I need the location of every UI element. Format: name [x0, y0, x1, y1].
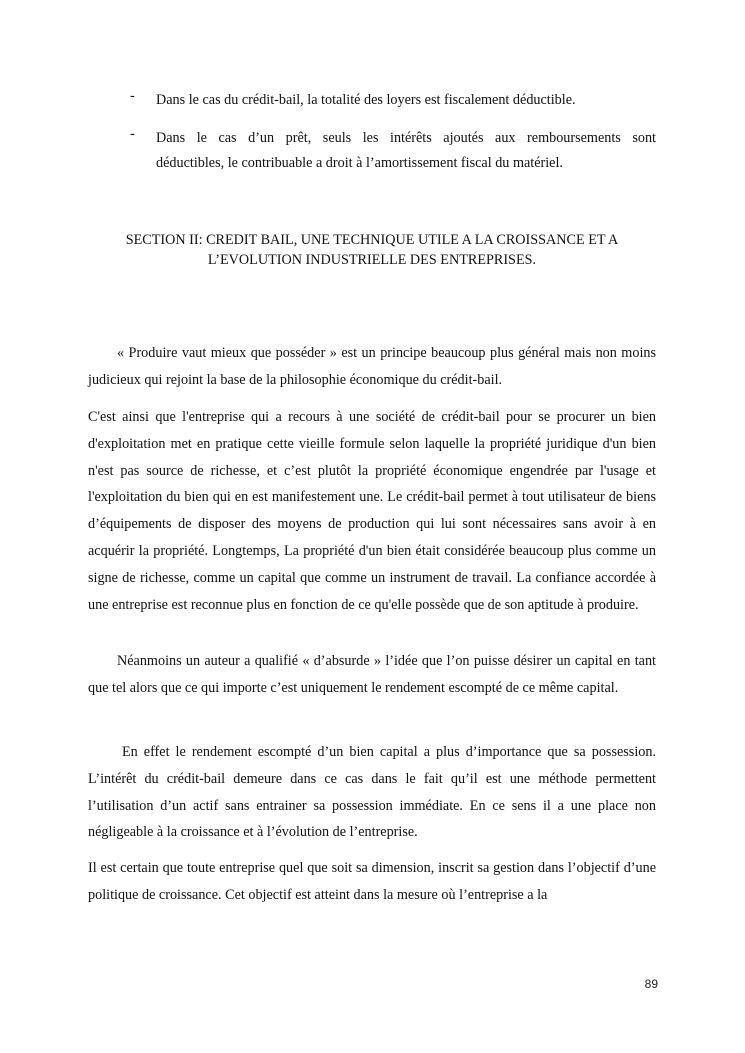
bullet-marker: -: [130, 126, 135, 142]
section-heading-line-2: L’EVOLUTION INDUSTRIELLE DES ENTREPRISES.: [207, 252, 537, 268]
section-heading: [88, 230, 656, 270]
paragraph-5: Il est certain que toute entreprise quel que soit sa dimension, inscrit sa gestion dans l’objectif d’une politique de croissance. Cet objectif est atteint dans la mesure où l’entreprise a la: [88, 860, 656, 903]
bullet-text: [156, 126, 656, 176]
bullet-text-line-1: Dans le cas d’un prêt, seuls les intérêts ajoutés aux remboursements sont: [156, 130, 656, 146]
paragraph-4: En effet le rendement escompté d’un bien capital a plus d’importance que sa possession. L’intérêt du crédit-bail demeure dans ce cas dans le fait qu’il est une méthode permettent l’utilisation d’un actif sans entrainer sa possession immédiate. En ce sens il a une place non négligeable à la croissance et à l’évolution de l’entreprise.: [88, 744, 656, 841]
paragraph-3: Néanmoins un auteur a qualifié « d’absurde » l’idée que l’on puisse désirer un capital en tant que tel alors que ce qui importe c’est uniquement le rendement escompté de ce même capital.: [88, 653, 656, 696]
paragraph-2: C'est ainsi que l'entreprise qui a recours à une société de crédit-bail pour se procurer un bien d'exploitation met en pratique cette vieille formule selon laquelle la propriété juridique d'un bien n'est pas source de richesse, et c’est plutôt la propriété économique engendrée par l'usage et l'exploitation du bien qui en est manifestement une. Le crédit-bail permet à tout utilisateur de biens d’équipements de disposer des moyens de production qui lui sont nécessaires sans avoir à en acquérir la propriété. Longtemps, La propriété d'un bien était considérée beaucoup plus comme un signe de richesse, comme un capital que comme un instrument de travail. La confiance accordée à une entreprise est reconnue plus en fonction de ce qu'elle possède que de son aptitude à produire.: [88, 409, 656, 613]
bullet-text: Dans le cas du crédit-bail, la totalité des loyers est fiscalement déductible.: [156, 92, 576, 108]
page-number: 89: [644, 977, 658, 991]
paragraph-1: « Produire vaut mieux que posséder » est un principe beaucoup plus général mais non moins judicieux qui rejoint la base de la philosophie économique du crédit-bail.: [88, 345, 656, 388]
bullet-marker: -: [130, 88, 135, 104]
bullet-text-line-2: déductibles, le contribuable a droit à l’amortissement fiscal du matériel.: [156, 155, 563, 171]
section-heading-line-1: SECTION II: CREDIT BAIL, UNE TECHNIQUE UTILE A LA CROISSANCE ET A: [125, 232, 619, 248]
